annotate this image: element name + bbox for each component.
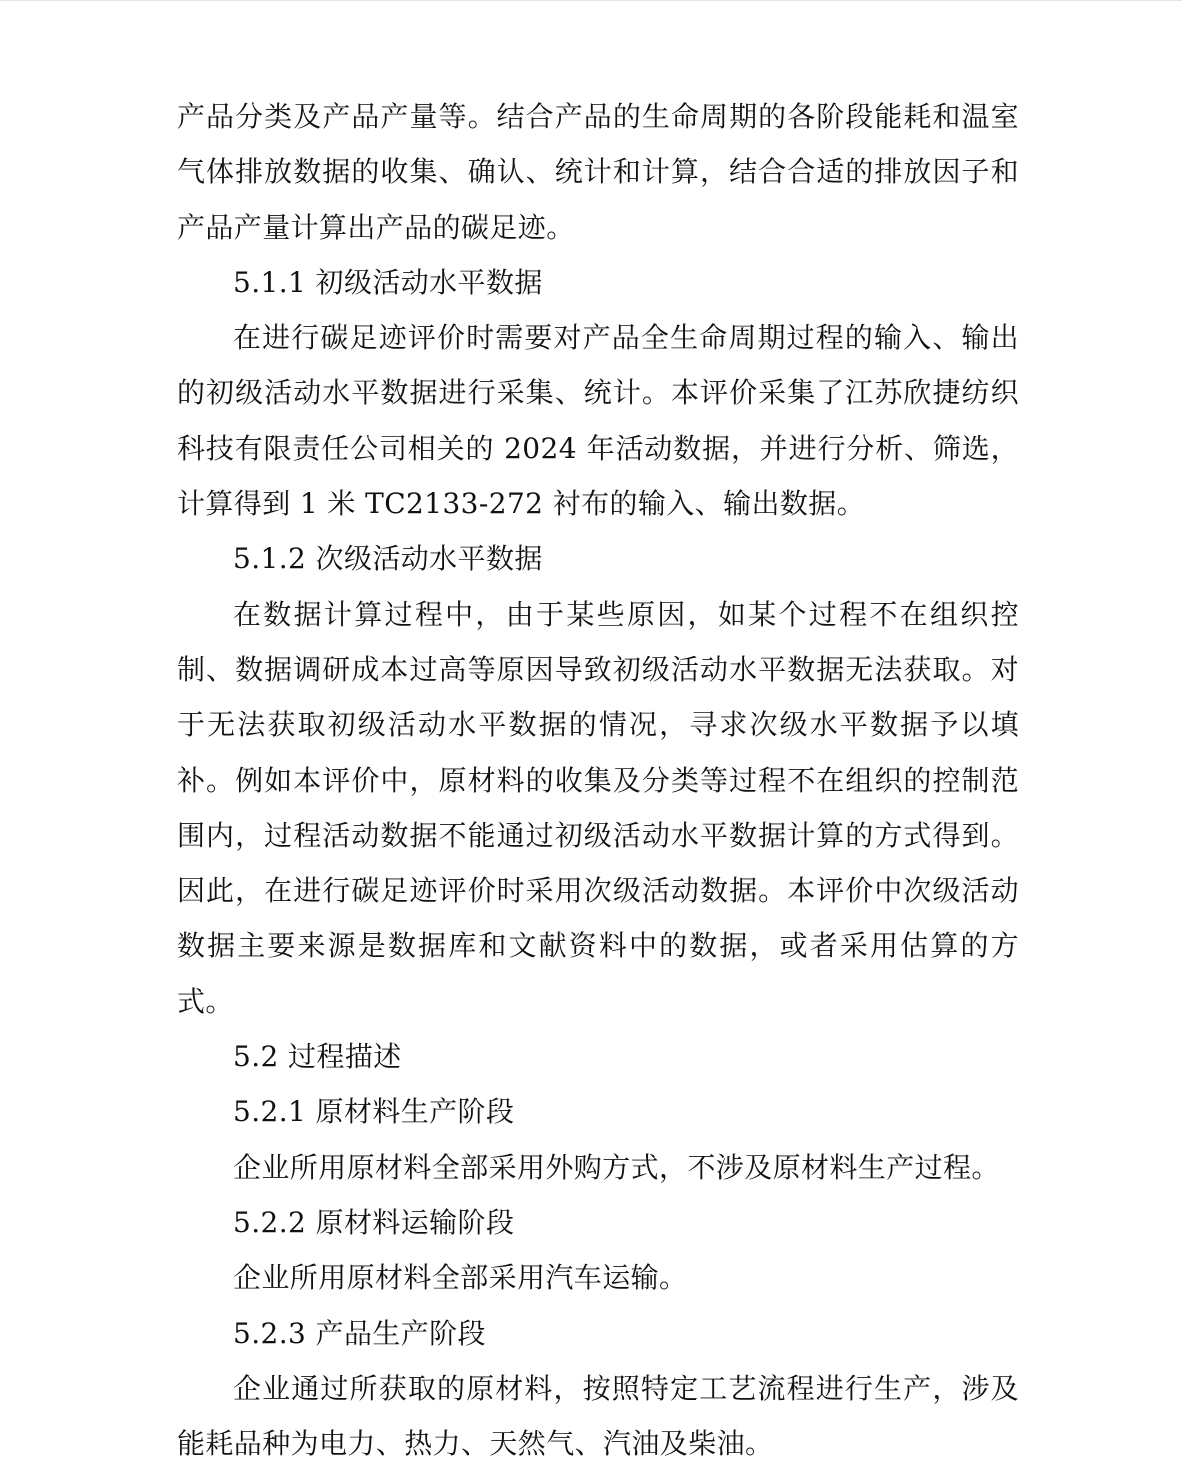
paragraph-secondary-data: 在数据计算过程中，由于某些原因，如某个过程不在组织控制、数据调研成本过高等原因导致初级活动水平数据无法获取。对于无法获取初级活动水平数据的情况，寻求次级水平数据予以填补。例如本评价中，原材料的收集及分类等过程不在组织的控制范围内，过程活动数据不能通过初级活动水平数据计算的方式得到。因此，在进行碳足迹评价时采用次级活动数据。本评价中次级活动数据主要来源是数据库和文献资料中的数据，或者采用估算的方式。 [177, 597, 1019, 1018]
section-heading-5-2: 5.2 过程描述 [233, 1040, 402, 1074]
paragraph-intro-continuation: 产品分类及产品产量等。结合产品的生命周期的各阶段能耗和温室气体排放数据的收集、确认、统计和计算，结合合适的排放因子和产品产量计算出产品的碳足迹。 [177, 100, 1019, 244]
document-body [177, 89, 1019, 1471]
section-heading-5-1-1: 5.1.1 初级活动水平数据 [233, 265, 543, 299]
section-heading-5-2-1: 5.2.1 原材料生产阶段 [233, 1095, 515, 1129]
section-heading-5-2-2: 5.2.2 原材料运输阶段 [233, 1205, 515, 1239]
paragraph-raw-material-transport: 企业所用原材料全部采用汽车运输。 [233, 1261, 688, 1295]
paragraph-product-production: 企业通过所获取的原材料，按照特定工艺流程进行生产，涉及能耗品种为电力、热力、天然气、汽油及柴油。 [177, 1371, 1019, 1461]
section-heading-5-2-3: 5.2.3 产品生产阶段 [233, 1316, 486, 1350]
paragraph-primary-data: 在进行碳足迹评价时需要对产品全生命周期过程的输入、输出的初级活动水平数据进行采集、统计。本评价采集了江苏欣捷纺织科技有限责任公司相关的 2024 年活动数据，并进行分析、筛选，计算得到 1 米 TC2133-272 衬布的输入、输出数据。 [177, 321, 1019, 521]
paragraph-raw-material-production: 企业所用原材料全部采用外购方式，不涉及原材料生产过程。 [233, 1150, 1000, 1184]
section-heading-5-1-2: 5.1.2 次级活动水平数据 [233, 542, 543, 576]
